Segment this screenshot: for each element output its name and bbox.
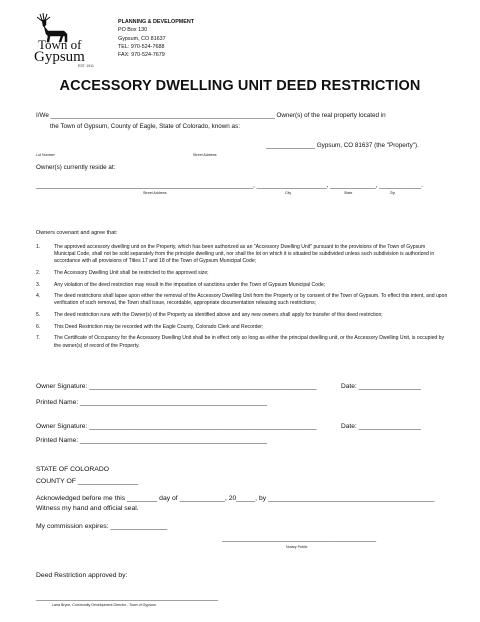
notary-state: STATE OF COLORADO — [36, 466, 110, 473]
owners-line-continued: the Town of Gypsum, County of Eagle, State of Colorado, known as: — [50, 123, 240, 130]
reside-zip-label: Zip — [390, 191, 395, 195]
covenant-list — [36, 244, 448, 354]
list-item — [36, 312, 448, 319]
reside-state-label: State — [344, 191, 353, 195]
notary-acknowledged[interactable]: Acknowledged before me this ________ day of ____________, 20_____, by ____________________________________________ — [36, 495, 435, 502]
item-number: 7. — [36, 335, 41, 342]
item-number: 2. — [36, 269, 41, 276]
item-text: Any violation of the deed restriction may result in the imposition of sanctions under the Town of Gypsum Municipal Code; — [54, 281, 326, 288]
owners-line: I/We ________________________________________________________________ Owner(s) of the real property located in — [36, 112, 386, 119]
reside-label: Owner(s) currently reside at: — [36, 164, 116, 171]
covenant-intro: Owners covenant and agree that: — [36, 230, 118, 236]
item-number: 4. — [36, 293, 41, 300]
item-text: The approved accessory dwelling unit on the Property, which has been authorized as an "Accessory Dwelling Unit" pursuant to the provisions of the Town of Gypsum Municipal Code, shall not be sold separately from the principle dwelling unit, nor shall the lot on which it is situated be subdivided unless such subdivision is authorized in accordance with all provisions of Titles 17 and 18 of the Town of Gypsum Municipal Code; — [54, 244, 435, 265]
owner-signature-2[interactable]: Owner Signature: ______________________________________________________________ — [36, 423, 317, 430]
item-text: The Certificate of Occupancy for the Accessory Dwelling Unit shall be in effect only so long as either the principal dwelling unit, or the Accessory Dwelling Unit, is occupied by the owner(s) of record of the Property. — [54, 335, 445, 349]
item-text: The deed restrictions shall lapse upon either the removal of the Accessory Dwelling Unit from the Property or by consent of the Town of Gypsum. To effect this intent, and upon verification of such removal, the Town shall issue, recordable, appropriate documentation releasing such restrictions; — [54, 293, 448, 307]
header-contact — [118, 18, 194, 59]
list-item — [36, 293, 448, 307]
logo-established: EST. 1911 — [78, 64, 94, 68]
list-item — [36, 270, 448, 277]
item-text: This Deed Restriction may be recorded with the Eagle County, Colorado Clerk and Recorder; — [54, 323, 264, 330]
list-item — [36, 282, 448, 289]
item-text: The deed restriction runs with the Owner(s) of the Property as identified above and any new owners shall apply for transfer of this deed restriction; — [54, 312, 383, 319]
reside-street-label: Street Address — [143, 191, 167, 195]
notary-witness: Witness my hand and official seal. — [36, 505, 139, 512]
reside-line: ______________________________________________________________, ____________________, _____________, ____________. — [36, 182, 423, 189]
approval-signer: Lana Bryce, Community Development Director - Town of Gypsum — [52, 603, 156, 607]
logo-wordmark — [34, 38, 85, 64]
notary-public-line[interactable]: ____________________________________________ — [222, 535, 377, 542]
item-text: The Accessory Dwelling Unit shall be restricted to the approved size; — [54, 269, 209, 276]
printed-name-2[interactable]: Printed Name: ___________________________________________________ — [36, 437, 268, 444]
town-logo — [34, 12, 106, 74]
list-item — [36, 335, 448, 349]
po-box: PO Box 130 — [118, 27, 148, 34]
document-title: ACCESSORY DWELLING UNIT DEED RESTRICTION — [59, 78, 421, 94]
notary-commission[interactable]: My commission expires: _______________ — [36, 523, 168, 530]
item-number: 3. — [36, 281, 41, 288]
approval-label: Deed Restriction approved by: — [36, 572, 128, 579]
owner-signature-1[interactable]: Owner Signature: ______________________________________________________________ — [36, 383, 317, 390]
approval-signature-line[interactable]: ____________________________________________________ — [36, 594, 219, 601]
list-item — [36, 324, 448, 331]
city-zip: Gypsum, CO 81637 — [118, 35, 166, 42]
notary-county[interactable]: COUNTY OF ________________ — [36, 478, 139, 485]
list-item — [36, 244, 448, 265]
street-address-label: Street Address — [193, 153, 217, 157]
lot-number-label: Lot Number — [36, 153, 55, 157]
fax-number: FAX: 970-524-7679 — [118, 52, 165, 59]
org-name: PLANNING & DEVELOPMENT — [118, 19, 195, 25]
signature-date-1[interactable]: Date: _________________ — [341, 383, 421, 390]
item-number: 1. — [36, 244, 41, 250]
logo-town-name: Gypsum — [34, 49, 85, 65]
signature-date-2[interactable]: Date: _________________ — [341, 423, 421, 430]
tel-number: TEL: 970-524-7688 — [118, 43, 165, 50]
item-number: 5. — [36, 312, 41, 319]
item-number: 6. — [36, 323, 41, 330]
logo-town-of: Town of — [38, 37, 82, 52]
property-address-line: ______________ Gypsum, CO 81637 (the "Property"). — [266, 142, 419, 149]
notary-public-label: Notary Public — [286, 545, 308, 549]
reside-city-label: City — [285, 191, 292, 195]
printed-name-1[interactable]: Printed Name: ___________________________________________________ — [36, 399, 268, 406]
